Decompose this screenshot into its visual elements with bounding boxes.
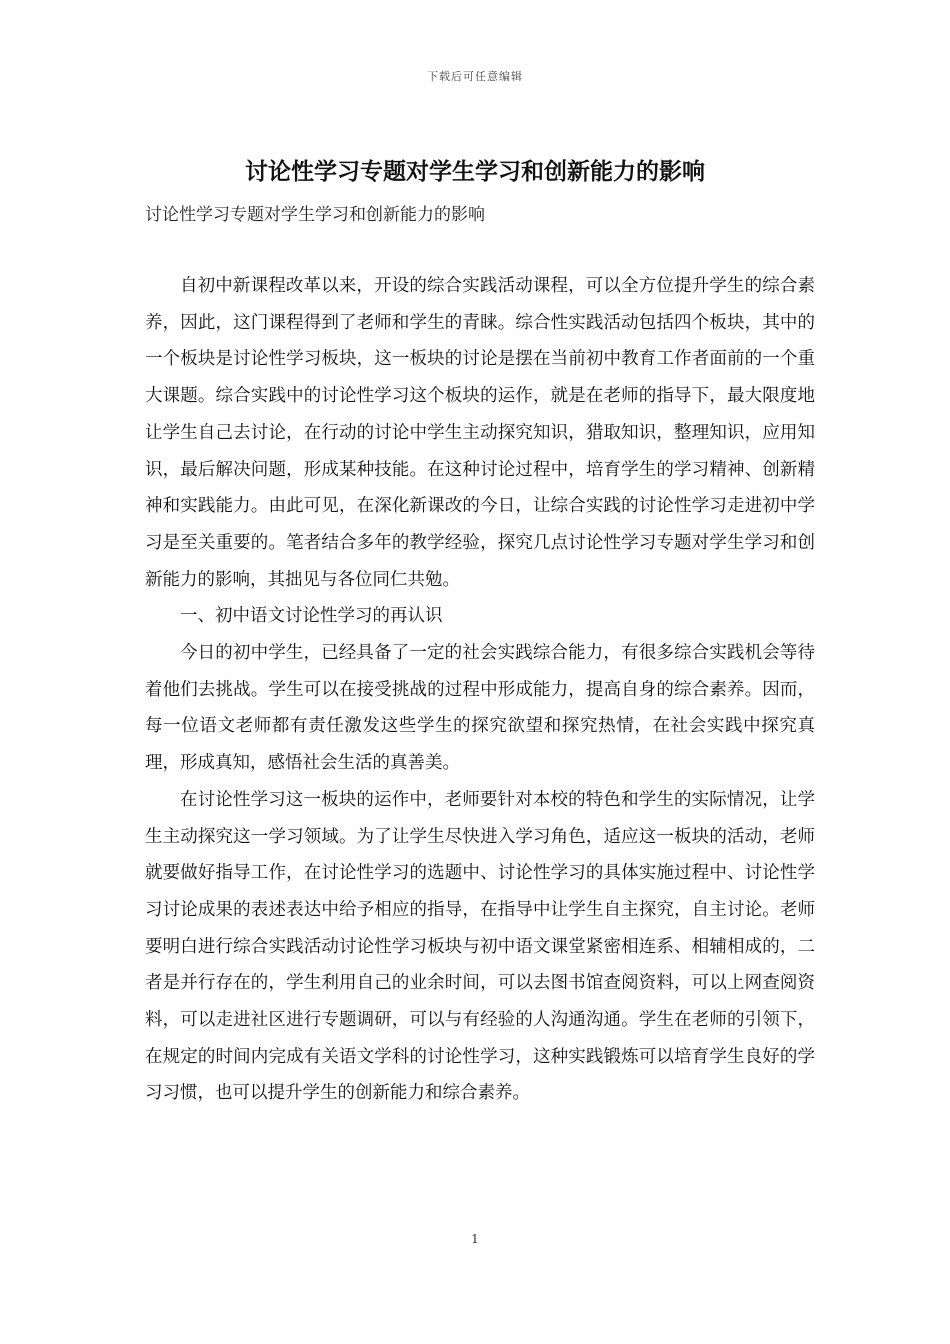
paragraph-2: 今日的初中学生，已经具备了一定的社会实践综合能力，有很多综合实践机会等待着他们去挑战。学生可以在接受挑战的过程中形成能力，提高自身的综合素养。因而，每一位语文老师都有责任激发这些学生的探究欲望和探究热情，在社会实践中探究真理，形成真知，感悟社会生活的真善美。	[145, 643, 815, 774]
header-note: 下载后可任意编辑	[427, 70, 523, 83]
section-heading-1: 一、初中语文讨论性学习的再认识	[180, 606, 443, 627]
paragraph-3: 在讨论性学习这一板块的运作中，老师要针对本校的特色和学生的实际情况，让学生主动探究这一学习领域。为了让学生尽快进入学习角色，适应这一板块的活动，老师就要做好指导工作，在讨论性学习的选题中、讨论性学习的具体实施过程中、讨论性学习讨论成果的表述表达中给予相应的指导，在指导中让学生自主探究，自主讨论。老师要明白进行综合实践活动讨论性学习板块与初中语文课堂紧密相连系、相辅相成的，二者是并行存在的，学生利用自己的业余时间，可以去图书馆查阅资料，可以上网查阅资料，可以走进社区进行专题调研，可以与有经验的人沟通沟通。学生在老师的引领下，在规定的时间内完成有关语文学科的讨论性学习，这种实践锻炼可以培育学生良好的学习习惯，也可以提升学生的创新能力和综合素养。	[145, 789, 815, 1104]
document-title: 讨论性学习专题对学生学习和创新能力的影响	[245, 158, 705, 185]
page-number: 1	[471, 1232, 479, 1246]
document-subtitle: 讨论性学习专题对学生学习和创新能力的影响	[145, 205, 485, 225]
document-body	[145, 268, 815, 1112]
paragraph-intro: 自初中新课程改革以来，开设的综合实践活动课程，可以全方位提升学生的综合素养，因此，这门课程得到了老师和学生的青睐。综合性实践活动包括四个板块，其中的一个板块是讨论性学习板块，这一板块的讨论是摆在当前初中教育工作者面前的一个重大课题。综合实践中的讨论性学习这个板块的运作，就是在老师的指导下，最大限度地让学生自己去讨论，在行动的讨论中学生主动探究知识，猎取知识，整理知识，应用知识，最后解决问题，形成某种技能。在这种讨论过程中，培育学生的学习精神、创新精神和实践能力。由此可见，在深化新课改的今日，让综合实践的讨论性学习走进初中学习是至关重要的。笔者结合多年的教学经验，探究几点讨论性学习专题对学生学习和创新能力的影响，其拙见与各位同仁共勉。	[145, 276, 815, 590]
